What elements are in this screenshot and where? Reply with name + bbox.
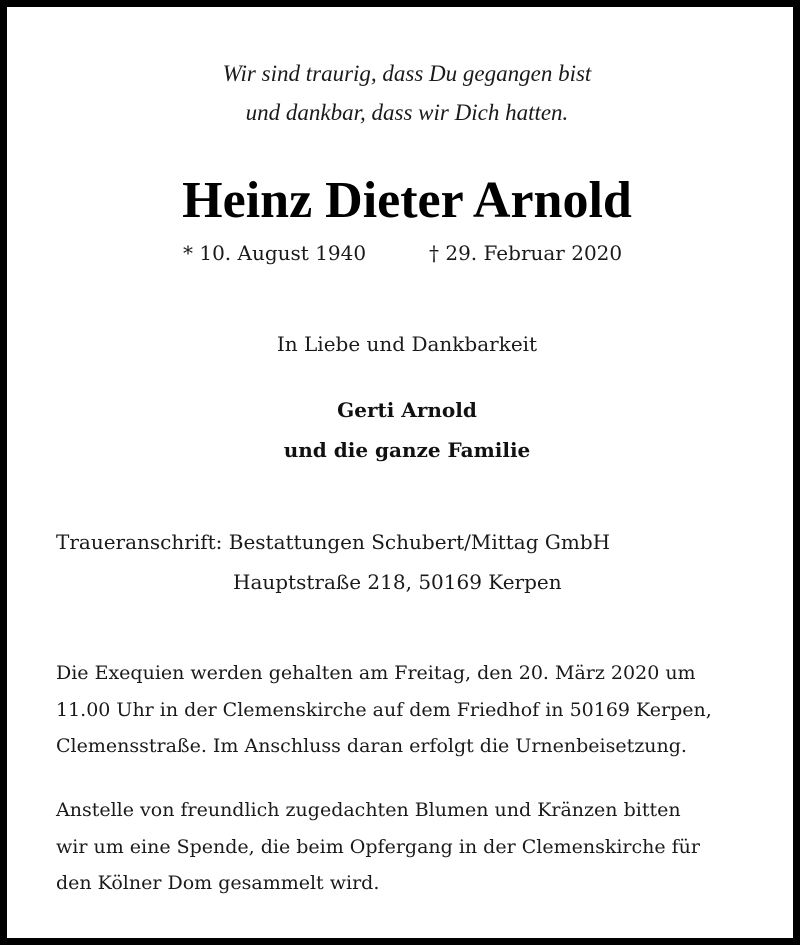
donation-line: wir um eine Spende, die beim Opfergang in der Clemenskirche für [56, 835, 701, 858]
donation-paragraph [56, 792, 744, 902]
mourner-line-1: Gerti Arnold [337, 398, 477, 422]
dedication: In Liebe und Dankbarkeit [276, 332, 538, 356]
mourner-line-2: und die ganze Familie [283, 438, 531, 462]
mourners [7, 390, 800, 470]
funeral-line: Clemensstraße. Im Anschluss daran erfolgt die Urnenbeisetzung. [56, 735, 687, 757]
death-date: † 29. Februar 2020 [429, 241, 623, 265]
funeral-line: 11.00 Uhr in der Clemenskirche auf dem Friedhof in 50169 Kerpen, [56, 698, 712, 721]
funeral-line: Die Exequien werden gehalten am Freitag, den 20. März 2020 um [56, 662, 696, 684]
birth-date: * 10. August 1940 [183, 241, 367, 265]
address-label: Traueranschrift: [56, 530, 223, 554]
funeral-paragraph [56, 655, 744, 765]
address-street: Hauptstraße 218, 50169 Kerpen [233, 570, 562, 594]
address-line-1 [56, 529, 610, 555]
donation-line: den Kölner Dom gesammelt wird. [56, 872, 380, 894]
address-company: Bestattungen Schubert/Mittag GmbH [228, 530, 611, 554]
motto-line-2: und dankbar, dass wir Dich hatten. [245, 100, 569, 125]
donation-line: Anstelle von freundlich zugedachten Blumen und Kränzen bitten [56, 799, 681, 821]
motto [7, 54, 800, 132]
motto-line-1: Wir sind traurig, dass Du gegangen bist [222, 61, 592, 86]
deceased-name: Heinz Dieter Arnold [182, 172, 632, 229]
